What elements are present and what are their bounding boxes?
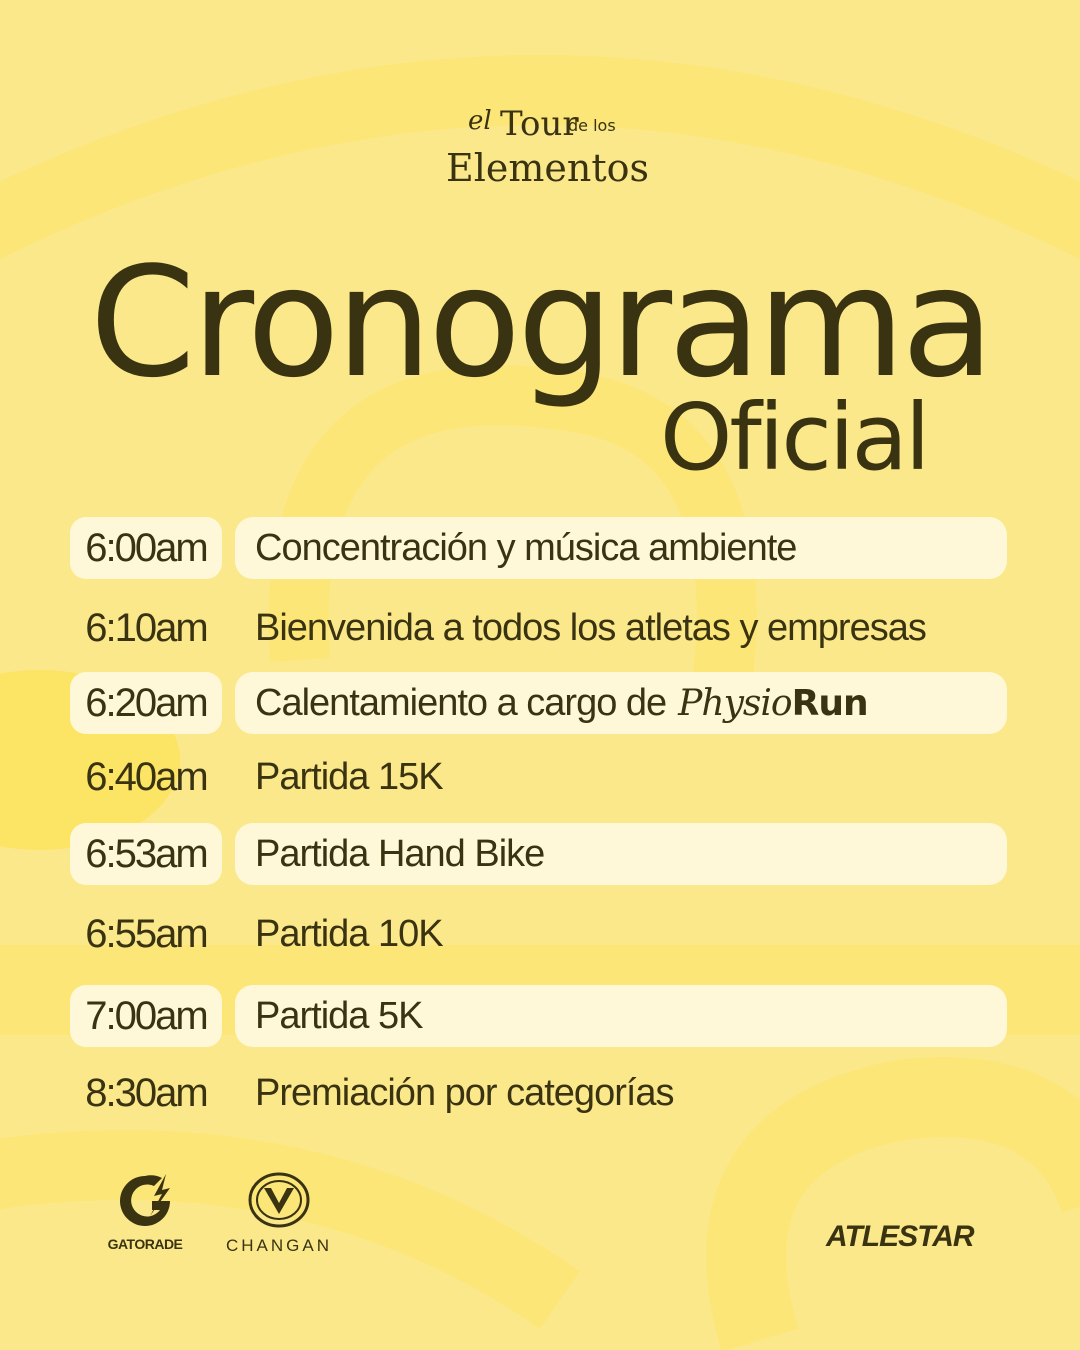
gatorade-bolt-icon xyxy=(116,1172,174,1230)
schedule-activity: Partida 5K xyxy=(235,985,1007,1047)
logo-de-los: de los xyxy=(568,116,616,135)
atlestar-logo: ATLESTAR xyxy=(826,1220,974,1253)
schedule-time: 6:00am xyxy=(70,517,222,579)
changan-v-icon xyxy=(248,1172,310,1228)
schedule-activity: Partida 10K xyxy=(255,912,443,955)
schedule-time: 7:00am xyxy=(70,985,222,1047)
schedule-row xyxy=(70,903,1010,965)
logo-el: el xyxy=(468,106,492,136)
event-logo xyxy=(440,104,650,214)
schedule-activity: Partida 15K xyxy=(255,755,443,798)
schedule-time: 6:20am xyxy=(70,672,222,734)
logo-tour: Tour xyxy=(500,104,579,144)
schedule-activity-text: Calentamiento a cargo de xyxy=(255,681,667,724)
schedule-time: 6:40am xyxy=(85,754,207,799)
page-title: Cronograma xyxy=(89,234,991,411)
schedule-time: 6:10am xyxy=(85,605,207,650)
schedule-activity: Partida Hand Bike xyxy=(235,823,1007,885)
schedule-row xyxy=(70,597,1010,659)
schedule-row xyxy=(70,672,1010,734)
changan-name: CHANGAN xyxy=(225,1236,332,1255)
physiorun-logo-b: Run xyxy=(791,682,868,724)
page-subtitle: Oficial xyxy=(660,384,928,491)
schedule-activity: Concentración y música ambiente xyxy=(235,517,1007,579)
schedule-time: 8:30am xyxy=(85,1070,207,1115)
gatorade-name: GATORADE xyxy=(107,1236,183,1252)
schedule-activity: Premiación por categorías xyxy=(255,1071,674,1114)
gatorade-logo xyxy=(96,1172,194,1256)
changan-logo xyxy=(208,1172,350,1256)
schedule-row xyxy=(70,985,1010,1047)
schedule-row xyxy=(70,823,1010,885)
schedule-time: 6:53am xyxy=(70,823,222,885)
logo-elementos: Elementos xyxy=(446,146,650,190)
physiorun-logo xyxy=(678,683,867,724)
physiorun-logo-a: Physio xyxy=(678,682,792,724)
schedule-time: 6:55am xyxy=(85,911,207,956)
schedule-activity xyxy=(235,672,1007,734)
schedule-row xyxy=(70,746,1010,808)
schedule-row xyxy=(70,517,1010,579)
schedule-row xyxy=(70,1062,1010,1124)
schedule-activity: Bienvenida a todos los atletas y empresas xyxy=(255,606,926,649)
